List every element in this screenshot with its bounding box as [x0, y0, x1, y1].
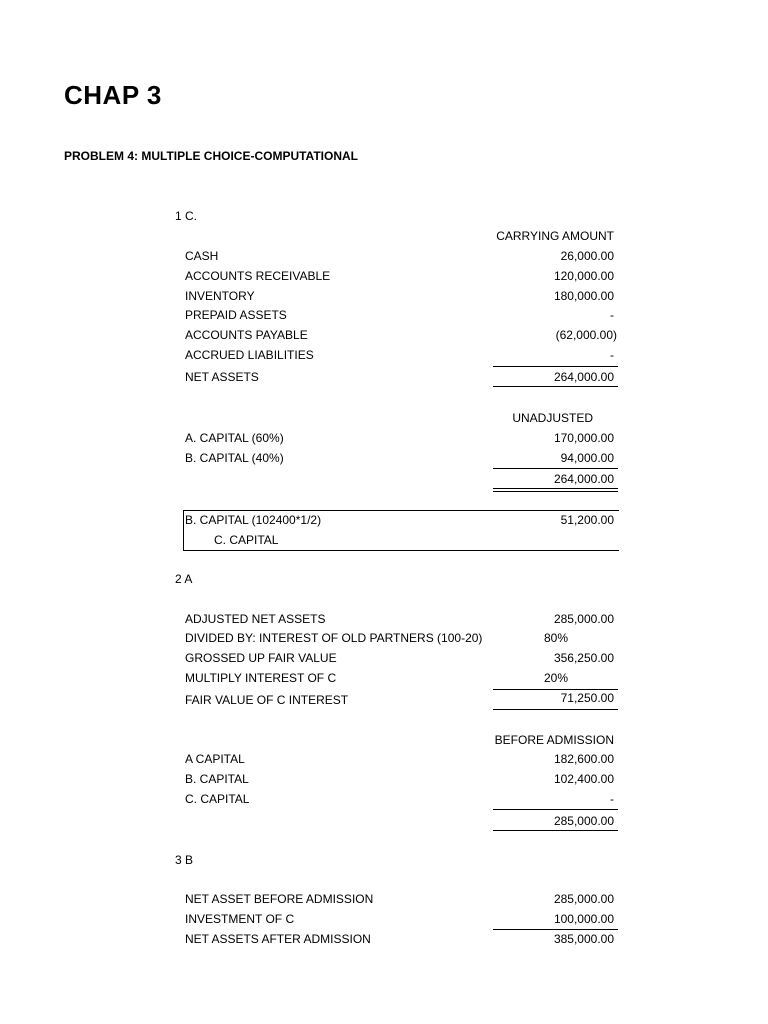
section-3-heading: 3 B [175, 853, 194, 867]
row-value: 356,250.00 [553, 651, 614, 665]
capital-value: 94,000.00 [560, 451, 614, 465]
capital-label: A. CAPITAL (60%) [185, 431, 284, 445]
net-assets-value: 264,000.00 [553, 370, 614, 384]
row-label: ACCOUNTS PAYABLE [185, 328, 308, 342]
row-value: 180,000.00 [553, 289, 614, 303]
row-label: GROSSED UP FAIR VALUE [185, 651, 337, 665]
row-label: INVENTORY [185, 289, 255, 303]
capital-total-value: 264,000.00 [553, 472, 614, 486]
row-label: CASH [185, 249, 219, 263]
total-rule [493, 830, 618, 831]
capital-label: B. CAPITAL (40%) [185, 451, 284, 465]
subtotal-rule [493, 366, 618, 367]
box-label: B. CAPITAL (102400*1/2) [185, 513, 322, 527]
total-rule [493, 709, 618, 710]
row-value: 385,000.00 [553, 932, 614, 946]
row-label: ADJUSTED NET ASSETS [185, 612, 326, 626]
capital-value: 182,600.00 [553, 752, 614, 766]
double-total-rule [493, 488, 618, 492]
row-value: 20% [544, 671, 569, 685]
row-label: FAIR VALUE OF C INTEREST [185, 693, 349, 707]
capital-value: 102,400.00 [553, 772, 614, 786]
capital-label: C. CAPITAL [185, 792, 250, 806]
row-value: - [610, 348, 614, 362]
section-2-heading: 2 A [175, 572, 193, 586]
row-value: 285,000.00 [553, 892, 614, 906]
row-value: 80% [544, 631, 569, 645]
total-rule [493, 386, 618, 387]
capital-total-value: 285,000.00 [553, 814, 614, 828]
net-assets-label: NET ASSETS [185, 370, 259, 384]
row-value: 120,000.00 [553, 269, 614, 283]
row-label: NET ASSETS AFTER ADMISSION [185, 932, 371, 946]
box-value: 51,200.00 [560, 513, 614, 527]
capital-label: B. CAPITAL [185, 772, 249, 786]
subtotal-rule [493, 929, 618, 930]
row-label: DIVIDED BY: INTEREST OF OLD PARTNERS (100-20) [185, 631, 483, 645]
capital-label: A CAPITAL [185, 752, 245, 766]
subtotal-rule [493, 689, 618, 690]
subtotal-rule [493, 468, 618, 469]
row-label: ACCOUNTS RECEIVABLE [185, 269, 331, 283]
row-value: 285,000.00 [553, 612, 614, 626]
box-label: C. CAPITAL [214, 533, 279, 547]
before-admission-header: BEFORE ADMISSION [494, 733, 614, 747]
carrying-amount-header: CARRYING AMOUNT [496, 229, 614, 243]
row-value: (62,000.00) [555, 328, 617, 342]
capital-value: 170,000.00 [553, 431, 614, 445]
problem-heading: PROBLEM 4: MULTIPLE CHOICE-COMPUTATIONAL [64, 149, 358, 163]
row-label: PREPAID ASSETS [185, 308, 287, 322]
row-label: MULTIPLY INTEREST OF C [185, 671, 337, 685]
row-label: ACCRUED LIABILITIES [185, 348, 314, 362]
row-label: NET ASSET BEFORE ADMISSION [185, 892, 374, 906]
capital-value: - [610, 792, 614, 806]
row-value: 71,250.00 [560, 691, 614, 705]
row-value: 26,000.00 [560, 249, 614, 263]
subtotal-rule [493, 809, 618, 810]
row-value: 100,000.00 [553, 912, 614, 926]
unadjusted-header: UNADJUSTED [512, 411, 593, 425]
section-1-heading: 1 C. [175, 209, 198, 223]
row-value: - [610, 308, 614, 322]
row-label: INVESTMENT OF C [185, 912, 295, 926]
page-title: CHAP 3 [64, 80, 162, 110]
